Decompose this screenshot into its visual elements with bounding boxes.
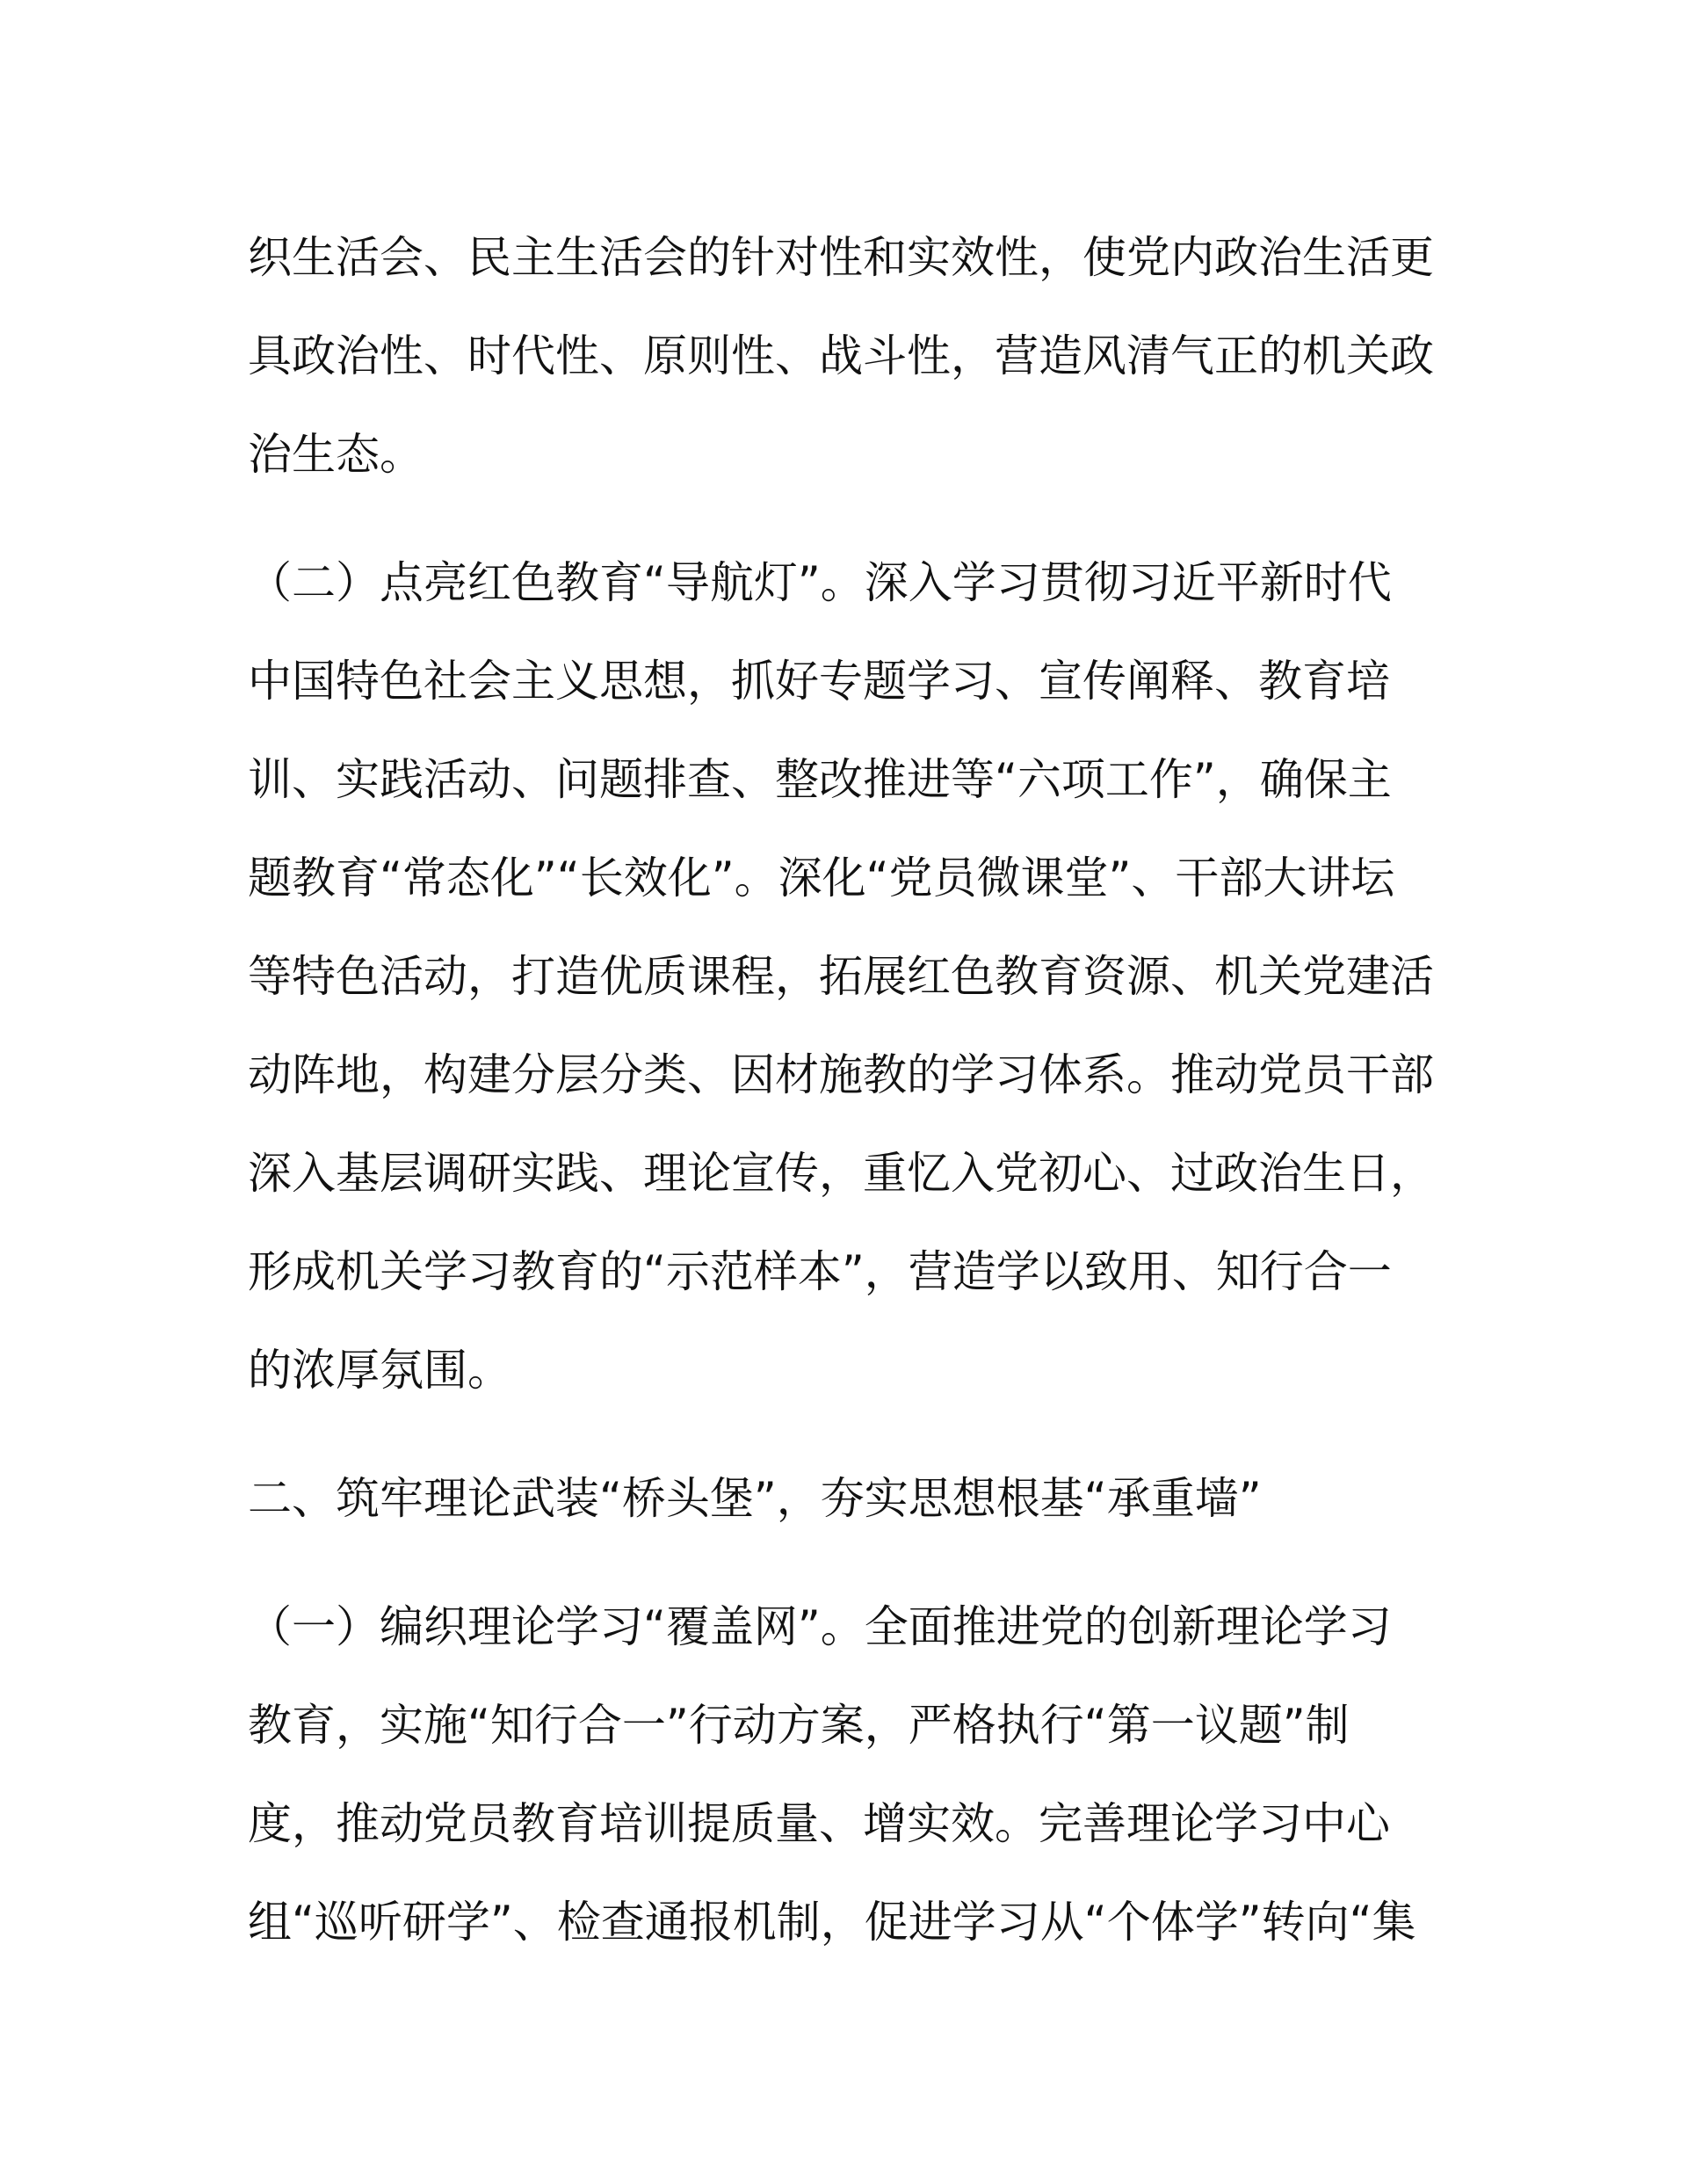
body-text-line: 教育，实施“知行合一”行动方案，严格执行“第一议题”制 — [248, 1700, 1350, 1751]
body-text-line: 动阵地，构建分层分类、因材施教的学习体系。推动党员干部 — [248, 1049, 1434, 1100]
chapter-heading: 二、筑牢理论武装“桥头堡”，夯实思想根基“承重墙” — [248, 1473, 1262, 1524]
body-text-line: 中国特色社会主义思想，抓好专题学习、宣传阐释、教育培 — [248, 656, 1390, 707]
section-heading-1: （一）编织理论学习“覆盖网”。全面推进党的创新理论学习 — [248, 1601, 1392, 1652]
body-text-line: 组“巡听研学”、检查通报机制，促进学习从“个体学”转向“集 — [248, 1897, 1416, 1948]
body-text-line: 度，推动党员教育培训提质量、增实效。完善理论学习中心 — [248, 1798, 1390, 1849]
body-text-line: 形成机关学习教育的“示范样本”，营造学以致用、知行合一 — [248, 1246, 1392, 1297]
body-text-line: 题教育“常态化”“长效化”。深化“党员微课堂”、干部大讲坛 — [248, 853, 1395, 903]
body-text-line: 织生活会、民主生活会的针对性和实效性，使党内政治生活更 — [248, 232, 1434, 283]
body-text-line: 训、实践活动、问题排查、整改推进等“六项工作”，确保主 — [248, 754, 1392, 805]
body-text-line: 治生态。 — [248, 429, 424, 480]
body-text-line: 的浓厚氛围。 — [248, 1345, 511, 1396]
body-text-line: 等特色活动，打造优质课程，拓展红色教育资源、机关党建活 — [248, 951, 1434, 1002]
body-text-line: 具政治性、时代性、原则性、战斗性，营造风清气正的机关政 — [248, 330, 1434, 381]
section-heading-2: （二）点亮红色教育“导航灯”。深入学习贯彻习近平新时代 — [248, 557, 1392, 608]
body-text-line: 深入基层调研实践、理论宣传，重忆入党初心、过政治生日， — [248, 1148, 1434, 1199]
